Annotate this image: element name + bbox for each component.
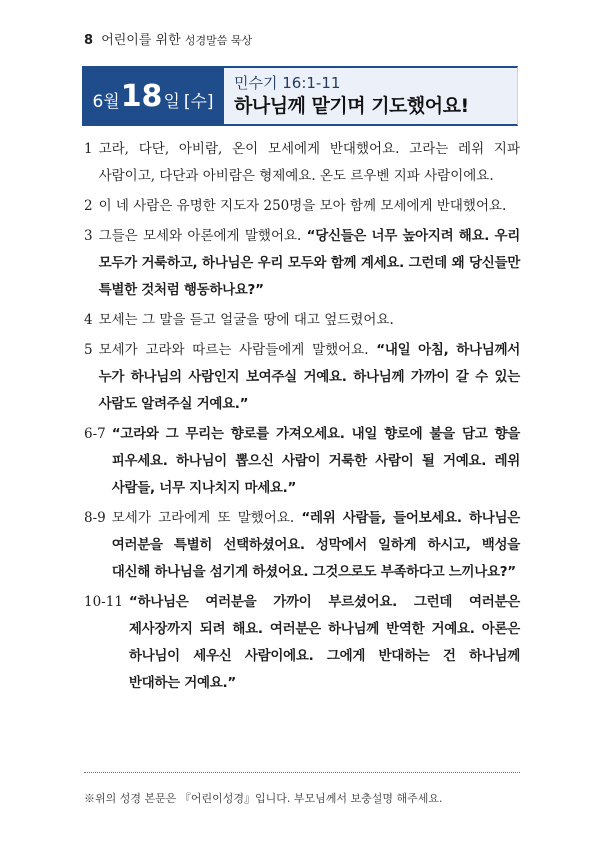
- verse-number: 4: [84, 312, 93, 328]
- verse-list: [84, 136, 520, 700]
- devotion-header: [82, 66, 518, 126]
- verse-3: [84, 223, 520, 304]
- verse-number: 1: [84, 141, 93, 157]
- verse-number: 5: [84, 342, 93, 358]
- title-block: [224, 66, 518, 126]
- verse-5: [84, 337, 520, 418]
- verse-number: 10-11: [84, 594, 123, 610]
- running-head-sub: 성경말씀 묵상: [184, 34, 253, 47]
- date-day: 18: [120, 78, 163, 114]
- verse-number: 8-9: [84, 510, 106, 526]
- date-weekday: [수]: [183, 91, 214, 112]
- verse-quote: “레위 사람들, 들어보세요. 하나님은 여러분을 특별히 선택하셨어요. 성막에서 일하게 하시고, 백성을 대신해 하나님을 섬기게 하셨어요. 그것으로도 부족하다고 느끼나요?”: [111, 510, 520, 580]
- verse-2: [84, 193, 520, 220]
- page-number: 8: [84, 33, 94, 48]
- verse-quote: “하나님은 여러분을 가까이 부르셨어요. 그런데 여러분은 제사장까지 되려 해요. 여러분은 하나님께 반역한 거예요. 아론은 하나님이 세우신 사람이에요. 그에게 반대하는 건 하나님께 반대하는 거예요.”: [128, 594, 520, 691]
- verse-number: 3: [84, 228, 93, 244]
- verse-4: [84, 307, 520, 334]
- devotion-title: 하나님께 맡기며 기도했어요!: [234, 95, 469, 117]
- verse-number: 6-7: [84, 426, 106, 442]
- verse-text: 그들은 모세와 아론에게 말했어요.: [98, 228, 307, 244]
- verse-quote: “고라와 그 무리는 향로를 가져오세요. 내일 향로에 불을 담고 향을 피우세요. 하나님이 뽑으신 사람이 거룩한 사람이 될 거예요. 레위 사람들, 너무 지나치지 마세요.”: [111, 426, 520, 496]
- verse-10-11: [84, 589, 520, 697]
- verse-6-7: [84, 421, 520, 502]
- verse-1: [84, 136, 520, 190]
- verse-text: 모세가 고라와 따르는 사람들에게 말했어요.: [98, 342, 377, 358]
- date-month: 6월: [92, 91, 120, 112]
- running-head-main: 어린이를 위한: [101, 33, 181, 48]
- scripture-reference: 민수기 16:1-11: [234, 74, 341, 92]
- date-block: [82, 66, 224, 126]
- verse-text: 고라, 다단, 아비람, 온이 모세에게 반대했어요. 고라는 레위 지파 사람이고, 다단과 아비람은 형제예요. 온도 르우벤 지파 사람이에요.: [98, 141, 520, 184]
- verse-number: 2: [84, 198, 93, 214]
- verse-8-9: [84, 505, 520, 586]
- footnote: ※위의 성경 본문은 『어린이성경』입니다. 부모님께서 보충설명 해주세요.: [84, 792, 443, 805]
- verse-quote: “내일 아침, 하나님께서 누가 하나님의 사람인지 보여주실 거예요. 하나님께 가까이 갈 수 있는 사람도 알려주실 거예요.”: [98, 342, 520, 412]
- verse-text: 모세가 고라에게 또 말했어요.: [111, 510, 302, 526]
- verse-quote: “당신들은 너무 높아지려 해요. 우리 모두가 거룩하고, 하나님은 우리 모두와 함께 계세요. 그런데 왜 당신들만 특별한 것처럼 행동하나요?”: [98, 228, 520, 298]
- date-day-unit: 일: [163, 91, 180, 112]
- verse-text: 모세는 그 말을 듣고 얼굴을 땅에 대고 엎드렸어요.: [98, 312, 394, 328]
- running-head: [84, 29, 252, 48]
- verse-text: 이 네 사람은 유명한 지도자 250명을 모아 함께 모세에게 반대했어요.: [98, 198, 507, 214]
- footer-divider: [84, 772, 520, 773]
